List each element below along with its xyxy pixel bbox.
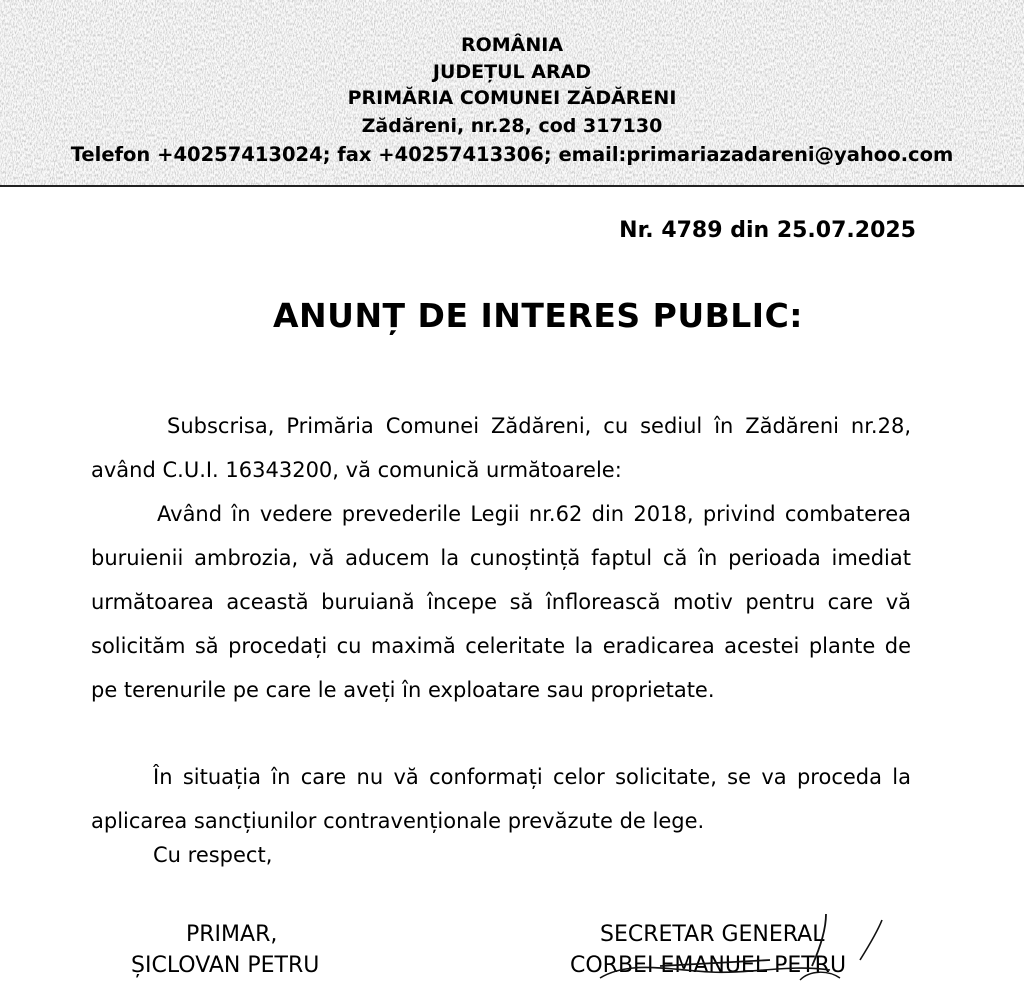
document-title: ANUNȚ DE INTERES PUBLIC:: [272, 296, 803, 335]
paragraph-sanctions: În situația în care nu vă conformați celor solicitate, se va proceda la aplicarea sancțiunilor contravenționale prevăzute de lege.: [91, 765, 911, 833]
secretary-name: CORBEI EMANUEL PETRU: [570, 953, 847, 978]
paragraph-request: Având în vedere prevederile Legii nr.62 din 2018, privind combaterea buruienii ambrozia, vă aducem la cunoștință faptul că în perioada imediat următoarea această buruiană începe să înflorească motiv pentru care vă solicităm să procedați cu maximă celeritate la eradicarea acestei plante de pe terenurile pe care le aveți în exploatare sau proprietate.: [91, 502, 911, 702]
mayor-name: ȘICLOVAN PETRU: [131, 953, 320, 978]
letterhead-county: JUDEȚUL ARAD: [432, 61, 592, 83]
mayor-title: PRIMAR,: [186, 922, 278, 947]
letterhead-country: ROMÂNIA: [460, 34, 564, 56]
letterhead: [0, 0, 1024, 186]
letterhead-address: Zădăreni, nr.28, cod 317130: [361, 115, 663, 137]
document-number: Nr. 4789 din 25.07.2025: [619, 218, 916, 243]
secretary-title: SECRETAR GENERAL: [600, 922, 825, 947]
letterhead-contact: Telefon +40257413024; fax +40257413306; email:primariazadareni@yahoo.com: [70, 143, 954, 166]
letterhead-divider: [0, 185, 1024, 187]
closing-salutation: Cu respect,: [153, 843, 273, 867]
paragraph-intro: Subscrisa, Primăria Comunei Zădăreni, cu sediul în Zădăreni nr.28, având C.U.I. 16343200, vă comunică următoarele:: [91, 414, 911, 482]
letterhead-office: PRIMĂRIA COMUNEI ZĂDĂRENI: [347, 87, 677, 109]
